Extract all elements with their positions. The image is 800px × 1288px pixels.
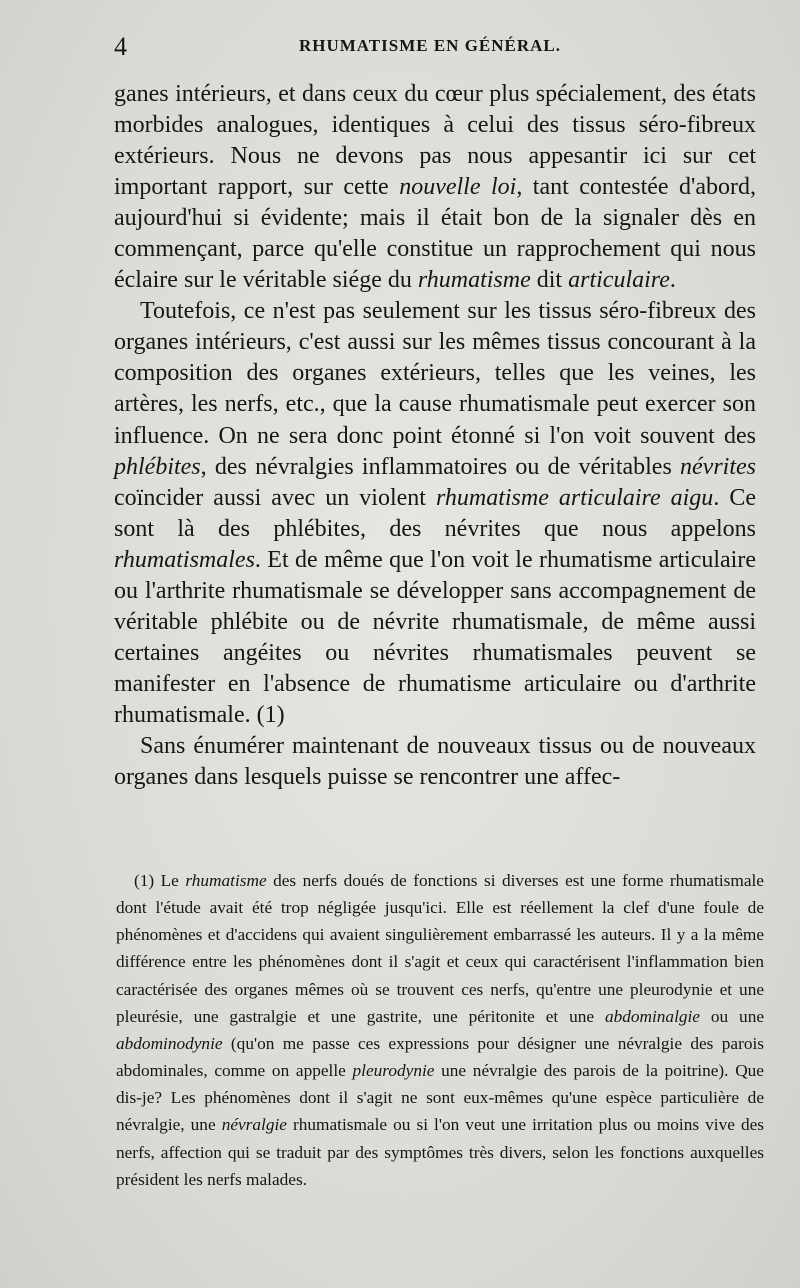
- text-run: Sans énumérer maintenant de nouveaux tissus ou de nouveaux organes dans lesquels puisse se rencontrer une affec-: [114, 732, 756, 791]
- italic-term: abdominodynie: [116, 1033, 223, 1053]
- italic-term: rhumatisme: [185, 871, 267, 890]
- italic-term: phlébites: [114, 453, 201, 480]
- italic-term: névrites: [680, 453, 756, 480]
- page-number: 4: [114, 32, 127, 61]
- text-run: (qu'on me passe ces expressions pour désigner une névralgie des parois abdominales, comme on appelle: [116, 1033, 764, 1081]
- text-run: (1) Le: [134, 871, 186, 890]
- text-run: , tant contestée d'abord, aujourd'hui si évidente; mais il était bon de la signaler dès en commençant, parce qu'elle constitue un rapprochement qui nous éclaire sur le véritable siége du: [114, 174, 757, 294]
- paragraph-3: [114, 731, 756, 793]
- italic-term: pleurodynie: [352, 1061, 435, 1081]
- text-run: des nerfs doués de fonctions si diverses est une forme rhumatismale dont l'étude avait été trop négligée jusqu'ici. Elle est réellement la clef d'une foule de phénomènes et d'accidens qui avaient singulièrement embarrassé les auteurs. Il y a la même différence entre les phénomènes dont il s'agit et ceux qui caractérisent l'inflammation bien caractérisée des organes mêmes où se trouvent ces nerfs, qu'entre une pleurodynie et une pleurésie, une gastralgie et une gastrite, une péritonite et une: [116, 871, 764, 1026]
- text-run: dit: [530, 267, 569, 294]
- text-run: , des névralgies inflammatoires ou de véritables: [200, 453, 681, 480]
- text-run: une névralgie des parois de la poitrine). Que dis-je? Les phénomènes dont il s'agit ne sont eux-mêmes qu'une espèce particulière de névralgie, une: [116, 1061, 764, 1135]
- text-run: ganes intérieurs, et dans ceux du cœur plus spécialement, des états morbides analogues, identiques à celui des tissus séro-fibreux extérieurs. Nous ne devons pas nous appesantir ici sur cet important rapport, sur cette: [114, 81, 756, 201]
- footnote: [116, 867, 764, 1193]
- italic-term: rhumatisme articulaire aigu: [435, 484, 714, 511]
- text-run: . Ce sont là des phlébites, des névrites que nous appelons: [114, 484, 756, 542]
- italic-term: rhumatisme: [417, 267, 531, 294]
- running-title: RHUMATISME EN GÉNÉRAL.: [298, 36, 562, 55]
- italic-term: nouvelle loi: [399, 174, 517, 201]
- text-run: coïncider aussi avec un violent: [114, 484, 436, 511]
- text-run: Toutefois, ce n'est pas seulement sur les tissus séro-fibreux des organes intérieurs, c'est aussi sur les mêmes tissus concourant à la composition des organes extérieurs, telles que les veines, les artères, les nerfs, etc., que la cause rhumatismale peut exercer son influence. On ne sera donc point étonné si l'on voit souvent des: [114, 298, 756, 449]
- text-run: .: [669, 267, 676, 294]
- italic-term: rhumatismales: [114, 546, 255, 573]
- paragraph-2: [114, 296, 756, 731]
- text-run: . Et de même que l'on voit le rhumatisme articulaire ou l'arthrite rhumatismale se développer sans accompagnement de véritable phlébite ou de névrite rhumatismale, de même aussi certaines angéites ou névrites rhumatismales peuvent se manifester en l'absence de rhumatisme articulaire ou d'arthrite rhumatismale. (1): [114, 546, 756, 728]
- page-header: [0, 30, 800, 64]
- footnote-paragraph: [116, 867, 764, 1193]
- paragraph-1: [114, 79, 756, 296]
- italic-term: abdominalgie: [604, 1006, 700, 1026]
- text-run: rhumatismale ou si l'on veut une irritation plus ou moins vive des nerfs, affection qui se traduit par des symptômes très divers, selon les fonctions auxquelles président les nerfs malades.: [116, 1115, 764, 1189]
- main-text: [114, 79, 756, 793]
- italic-term: articulaire: [568, 267, 670, 294]
- text-run: ou une: [699, 1006, 764, 1026]
- italic-term: névralgie: [221, 1115, 287, 1135]
